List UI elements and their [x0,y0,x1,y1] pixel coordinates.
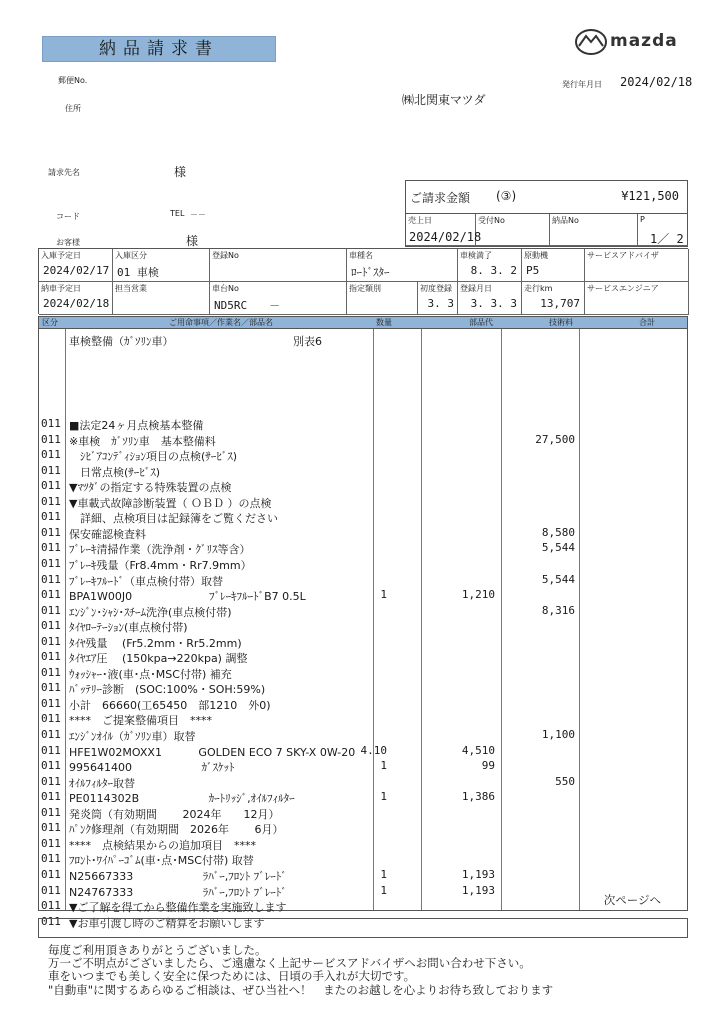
row-description: ▼ご了解を得てから整備作業を実施致します [69,901,287,915]
row-description: ﾊﾟﾝｸ修理剤（有効期間 2026年 6月） [69,823,284,837]
receipt-no-label: 受付No [478,216,505,225]
reg-no-label: 登録No [212,251,239,260]
mileage-label: 走行km [524,284,553,293]
page-cell [638,214,688,246]
page-number: 1／ 2 [650,232,684,246]
row-quantity: 1 [380,790,387,804]
row-code: 011 [41,914,61,928]
row-description: BPA1W00J0 ﾌﾞﾚｰｷﾌﾙｰﾄﾞB7 0.5L [69,590,306,604]
row-code: 011 [41,448,61,462]
row-parts-cost: 4,510 [461,743,495,757]
in-date-cell [39,249,113,282]
mazda-emblem-icon [574,28,608,56]
row-description: ﾌﾛﾝﾄ･ﾜｲﾊﾟｰｺﾞﾑ(車･点･MSC付帯) 取替 [69,854,254,868]
sales-info [405,214,688,247]
table-row [39,775,687,791]
table-row [39,433,687,449]
row-description: **** ご提案整備項目 **** [69,714,212,728]
footer-line: 毎度ご利用頂きありがとうございました。 [48,943,267,957]
table-row [39,744,687,760]
row-tech-fee: 5,544 [541,572,575,586]
row-description: N25667333 ﾗﾊﾞｰ,ﾌﾛﾝﾄ ﾌﾞﾚｰﾄﾞ [69,869,287,883]
table-row [39,495,687,511]
row-code: 011 [41,774,61,788]
row-code: 011 [41,510,61,524]
table-row [39,681,687,697]
col-items: ご用命事項／作業名／部品名 [169,318,273,327]
table-row [39,464,687,480]
sales-staff-cell [113,282,210,315]
table-row [39,821,687,837]
row-description: ﾌﾞﾚｰｷ残量（Fr8.4mm・Rr7.9mm） [69,558,252,572]
engineer-label: サービスエンジニア [587,284,659,293]
row-code: 011 [41,417,61,430]
model-label: 車種名 [349,251,373,260]
tel-label: TEL [170,209,185,218]
row-description: ﾀｲﾔｴｱ圧 (150kpa→220kpa) 調整 [69,652,248,666]
row-code: 011 [41,821,61,835]
document-title: 納品請求書 [42,36,276,62]
mazda-logo [574,28,692,56]
inspection-cell [458,249,522,282]
col-parts: 部品代 [469,318,493,327]
table-row [39,604,687,620]
row-description: PE0114302B ｶｰﾄﾘｯｼﾞ,ｵｲﾙﾌｨﾙﾀｰ [69,792,295,806]
row-tech-fee: 8,316 [541,603,575,617]
customer-label: お客様 [56,238,80,247]
vehicle-info-grid [38,248,688,314]
row-quantity: 1 [380,588,387,602]
amount-value: ¥121,500 [621,189,679,203]
row-tech-fee: 5,544 [541,541,575,555]
table-row [39,852,687,868]
advisor-cell [585,249,689,282]
logo-wordmark: mazda [610,31,678,51]
row-description: ｼﾋﾞｱｺﾝﾃﾞｨｼｮﾝ項目の点検(ｻｰﾋﾞｽ) [69,450,238,464]
row-tech-fee: 1,100 [541,728,575,741]
row-description: ﾌﾞﾚｰｷ清掃作業（洗浄剤・ｸﾞﾘｽ等含） [69,543,251,557]
in-type: 01 車検 [117,266,159,279]
row-parts-cost: 1,193 [461,883,495,897]
row-description: ﾌﾞﾚｰｷﾌﾙｰﾄﾞ（車点検付帯）取替 [69,574,223,588]
row-code: 011 [41,634,61,648]
row-code: 011 [41,759,61,773]
row-description: 小計 66660(工65450 部1210 外0) [69,698,271,712]
first-reg-label: 初度登録 [420,284,452,293]
in-date: 2024/02/17 [43,264,110,277]
table-row [39,448,687,464]
delivery-date-cell [39,282,113,315]
row-description: ﾀｲﾔ残量 (Fr5.2mm・Rr5.2mm) [69,636,242,650]
row-description: ｵｲﾙﾌｨﾙﾀｰ取替 [69,776,135,790]
table-row [39,619,687,635]
row-quantity: 1 [380,759,387,773]
table-row [39,588,687,604]
reg-date-label: 登録月日 [460,284,492,293]
table-row [39,697,687,713]
row-description: ▼車載式故障診断装置（ ＯＢＤ ）の点検 [69,496,272,510]
table-row [39,837,687,853]
row-code: 011 [41,619,61,633]
delivery-date: 2024/02/18 [43,297,110,310]
table-row [39,806,687,822]
row-code: 011 [41,525,61,539]
postal-label: 郵便No. [58,76,88,85]
table-row [39,557,687,573]
bill-to-label: 請求先名 [48,168,80,177]
col-qty: 数量 [376,318,392,327]
row-description: ※車検 ｶﾞｿﾘﾝ車 基本整備料 [69,434,216,448]
engine: P5 [526,264,540,277]
row-code: 011 [41,665,61,679]
table-row [39,650,687,666]
chassis-label: 車台No [212,284,239,293]
row-description: 発炎筒（有効期間 2024年 12月） [69,807,280,821]
customer-honorific: 様 [186,234,199,248]
model-cell [347,249,458,282]
billing-amount-box [405,180,688,214]
first-reg: 3. 3 [427,297,454,310]
issue-date: 2024/02/18 [620,75,693,89]
col-total: 合計 [639,318,655,327]
row-code: 011 [41,696,61,710]
address-label: 住所 [65,104,81,113]
row-code: 011 [41,852,61,866]
row-quantity: 1 [380,883,387,897]
sales-staff-label: 担当営業 [115,284,147,293]
row-code: 011 [41,572,61,586]
table-row [39,759,687,775]
inspection-expiry: 8. 3. 2 [470,264,517,277]
row-description: ﾊﾞｯﾃﾘｰ診断 (SOC:100%・SOH:59%) [69,683,266,697]
row-code: 011 [41,728,61,741]
table-row [39,333,687,349]
issue-date-label: 発行年月日 [562,80,602,89]
row-description: ▼ﾏﾂﾀﾞの指定する特殊装置の点検 [69,481,232,495]
table-row [39,899,687,915]
row-description: ▼お車引渡し時のご精算をお願いします [69,916,265,930]
model: ﾛｰﾄﾞｽﾀｰ [351,266,390,279]
table-row [39,666,687,682]
footer-line: 万一ご不明点がございましたら、ご遠慮なく上記サービスアドバイザへお問い合わせ下さい。 [48,956,531,971]
col-kubun: 区分 [42,318,58,327]
row-description: ■法定24ヶ月点検基本整備 [69,419,204,432]
row-code: 011 [41,541,61,555]
next-page-note: 次ページへ [603,893,661,907]
engine-label: 原動機 [524,251,548,260]
sheet-ref: 別表6 [293,335,322,348]
table-row [39,712,687,728]
first-reg-cell [418,282,458,315]
engineer-cell [585,282,689,315]
row-code: 011 [41,883,61,897]
row-parts-cost: 1,210 [461,588,495,602]
table-row [39,541,687,557]
table-row [39,868,687,884]
tel-value: －－ [190,210,206,219]
table-row [39,526,687,542]
row-code: 011 [41,494,61,508]
table-row [39,479,687,495]
row-code: 011 [41,556,61,570]
reg-no-cell [210,249,347,282]
designation-label: 指定類別 [349,284,381,293]
table-row [39,417,687,433]
designation-cell [347,282,418,315]
sales-date: 2024/02/18 [409,230,482,244]
chassis-no: ND5RC － [214,299,281,312]
row-code: 011 [41,650,61,664]
row-description: 日常点検(ｻｰﾋﾞｽ) [69,465,161,479]
engine-cell [522,249,585,282]
row-description: ｴﾝｼﾞﾝ･ｼｬｼ･ｽﾁｰﾑ洗浄(車点検付帯) [69,605,232,619]
row-tech-fee: 27,500 [535,432,575,446]
row-code: 011 [41,836,61,850]
row-code: 011 [41,899,61,913]
row-code: 011 [41,712,61,726]
delivery-no-cell [550,214,638,246]
in-type-cell [113,249,210,282]
row-code: 011 [41,790,61,804]
bill-to-honorific: 様 [174,165,187,179]
advisor-label: サービスアドバイザ [587,251,659,260]
inspection-label: 車検満了 [460,251,492,260]
amount-mark: (③) [496,189,517,203]
row-code: 011 [41,588,61,602]
row-description: 995641400 ｶﾞｽｹｯﾄ [69,761,235,775]
service-title: 車検整備（ｶﾞｿﾘﾝ車） [69,335,174,348]
mileage: 13,707 [540,297,580,310]
table-row [39,728,687,744]
items-table [38,329,688,930]
row-code: 011 [41,681,61,695]
row-quantity: 1 [380,867,387,881]
table-row [39,573,687,589]
receipt-no-cell [476,214,550,246]
table-row [39,510,687,526]
table-row [39,635,687,651]
row-description: ｳｫｯｼｬｰ･液(車･点･MSC付帯) 補充 [69,667,232,681]
table-row [39,884,687,900]
row-description: ﾀｲﾔﾛｰﾃｰｼｮﾝ(車点検付帯) [69,621,188,635]
row-description: 詳細、点検項目は記録簿をご覧ください [69,512,278,526]
reg-date-cell [458,282,522,315]
table-row [39,790,687,806]
delivery-date-label: 納車予定日 [41,284,81,293]
sales-date-cell [406,214,482,246]
row-code: 011 [41,463,61,477]
dealer-name: ㈱北関東マツダ [402,93,486,107]
row-description: N24767333 ﾗﾊﾞｰ,ﾌﾛﾝﾄ ﾌﾞﾚｰﾄﾞ [69,885,287,899]
chassis-cell [210,282,347,315]
row-code: 011 [41,479,61,493]
delivery-no-label: 納品No [552,216,579,225]
col-tech: 技術料 [549,318,573,327]
row-quantity: 4.10 [360,743,387,757]
row-parts-cost: 1,193 [461,867,495,881]
amount-label: ご請求金額 [410,191,471,205]
code-label: コード [56,212,80,221]
row-code: 011 [41,867,61,881]
row-description: HFE1W02MOXX1 GOLDEN ECO 7 SKY-X 0W-20 [69,745,356,759]
remarks-box [38,918,688,938]
footer-line: "自動車"に関するあらゆるご相談は、ぜひ当社へ！ またのお越しを心よりお待ち致しております [48,982,554,997]
mileage-cell [522,282,585,315]
row-code: 011 [41,603,61,617]
footer-message [48,944,688,997]
row-tech-fee: 550 [555,774,575,788]
row-description: **** 点検結果からの追加項目 **** [69,838,256,852]
row-tech-fee: 8,580 [541,525,575,539]
page-label: P [640,215,645,224]
row-description: ｴﾝｼﾞﾝｵｲﾙ（ｶﾞｿﾘﾝ車）取替 [69,730,196,743]
in-date-label: 入庫予定日 [41,251,81,260]
footer-line: 車をいつまでも美しく安全に保つためには、日頃の手入れが大切です。 [48,969,416,984]
reg-date: 3. 3. 3 [470,297,517,310]
row-parts-cost: 1,386 [461,790,495,804]
row-code: 011 [41,805,61,819]
items-table-header [38,316,688,329]
row-code: 011 [41,432,61,446]
row-code: 011 [41,743,61,757]
row-parts-cost: 99 [481,759,495,773]
in-type-label: 入庫区分 [115,251,147,260]
row-description: 保安確認検査料 [69,527,146,541]
sales-date-label: 売上日 [408,216,432,225]
